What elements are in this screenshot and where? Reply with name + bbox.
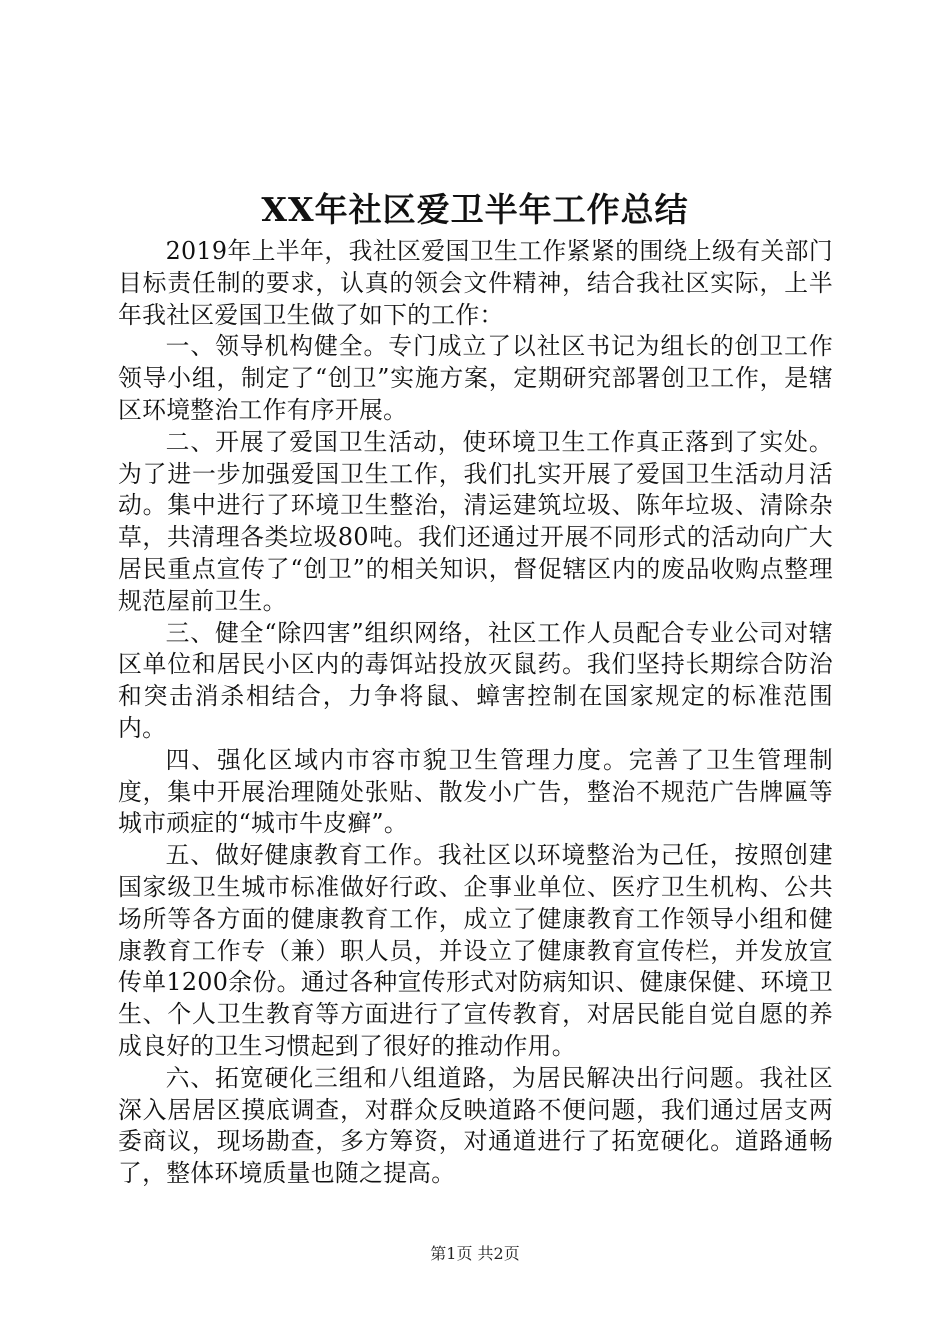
- paragraph-section-1: 一、领导机构健全。专门成立了以社区书记为组长的创卫工作领导小组，制定了“创卫”实施方案，定期研究部署创卫工作，是辖区环境整治工作有序开展。: [118, 332, 833, 424]
- document-body: [118, 236, 833, 1190]
- paragraph-section-4: 四、强化区域内市容市貌卫生管理力度。完善了卫生管理制度，集中开展治理随处张贴、散发小广告，整治不规范广告牌匾等城市顽症的“城市牛皮癣”。: [118, 745, 833, 838]
- paragraph-section-2: 二、开展了爱国卫生活动，使环境卫生工作真正落到了实处。为了进一步加强爱国卫生工作，我们扎实开展了爱国卫生活动月活动。集中进行了环境卫生整治，清运建筑垃圾、陈年垃圾、清除杂草，共清理各类垃圾80吨。我们还通过开展不同形式的活动向广大居民重点宣传了“创卫”的相关知识，督促辖区内的废品收购点整理规范屋前卫生。: [118, 427, 833, 615]
- paragraph-section-3: 三、健全“除四害”组织网络，社区工作人员配合专业公司对辖区单位和居民小区内的毒饵站投放灭鼠药。我们坚持长期综合防治和突击消杀相结合，力争将鼠、蟑害控制在国家规定的标准范围内。: [118, 618, 833, 742]
- paragraph-section-6: 六、拓宽硬化三组和八组道路，为居民解决出行问题。我社区深入居居区摸底调查，对群众反映道路不便问题，我们通过居支两委商议，现场勘查，多方筹资，对通道进行了拓宽硬化。道路通畅了，整体环境质量也随之提高。: [118, 1063, 833, 1188]
- paragraph-section-5: 五、做好健康教育工作。我社区以环境整治为己任，按照创建国家级卫生城市标准做好行政、企事业单位、医疗卫生机构、公共场所等各方面的健康教育工作，成立了健康教育工作领导小组和健康教育工作专（兼）职人员，并设立了健康教育宣传栏，并发放宣传单1200余份。通过各种宣传形式对防病知识、健康保健、环境卫生、个人卫生教育等方面进行了宣传教育，对居民能自觉自愿的养成良好的卫生习惯起到了很好的推动作用。: [118, 841, 833, 1060]
- page-number-footer: 第1页 共2页: [430, 1244, 520, 1263]
- document-title: XX年社区爱卫半年工作总结: [261, 190, 689, 229]
- paragraph-intro: 2019年上半年，我社区爱国卫生工作紧紧的围绕上级有关部门目标责任制的要求，认真的领会文件精神，结合我社区实际，上半年我社区爱国卫生做了如下的工作：: [118, 237, 833, 329]
